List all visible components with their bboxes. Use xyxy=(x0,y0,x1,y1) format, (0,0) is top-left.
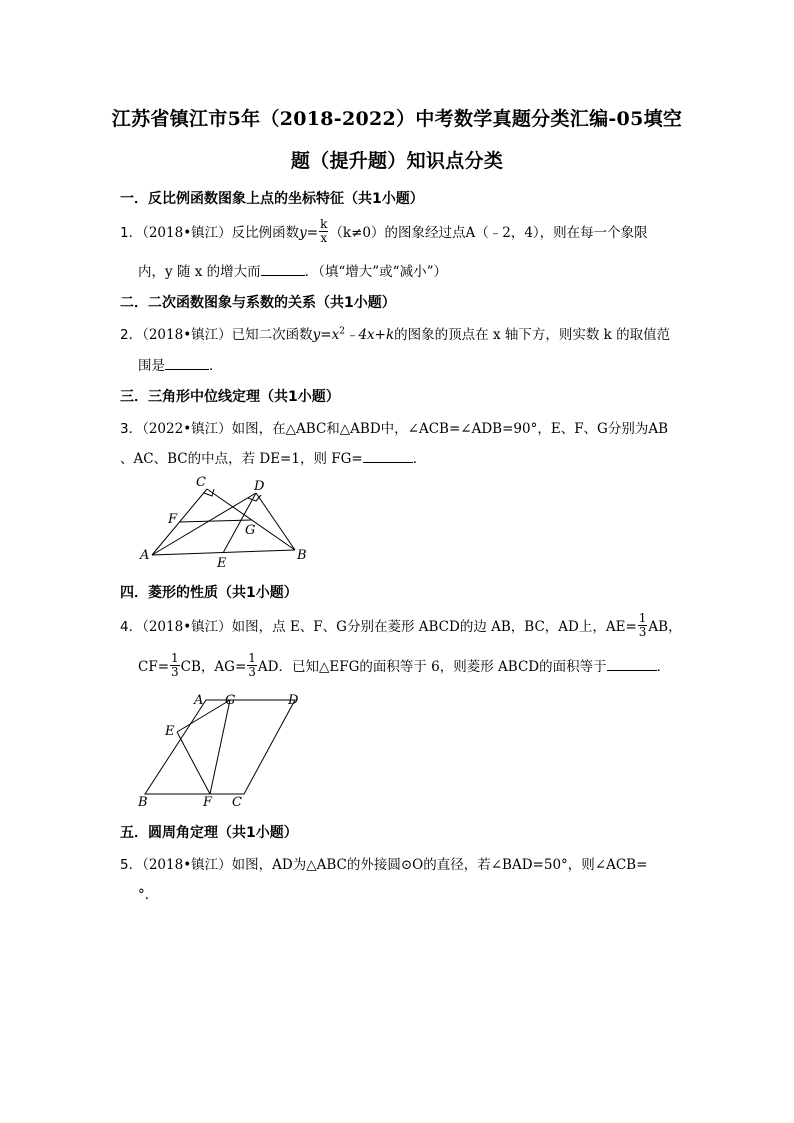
figure-4-rhombus xyxy=(130,688,310,812)
question-4-fraction-3 xyxy=(247,652,257,679)
question-4-line-1b: AB， xyxy=(648,619,682,635)
question-3-line-2 xyxy=(120,447,426,467)
fig3-label-B: B xyxy=(297,548,307,563)
doc-title-line-2: 题（提升题）知识点分类 xyxy=(290,150,504,172)
question-2-line-2a: 围是 xyxy=(138,358,165,374)
question-5-line-1 xyxy=(120,853,647,873)
answer-blank-2[interactable] xyxy=(165,357,209,370)
question-4-line-2b: CB，AG= xyxy=(180,659,247,675)
fig4-label-F: F xyxy=(203,795,213,810)
fraction-denominator: 3 xyxy=(248,665,256,679)
answer-blank-4[interactable] xyxy=(607,658,657,671)
question-2-rest: 的图象的顶点在 x 轴下方，则实数 k 的取值范 xyxy=(394,327,671,343)
question-2-source: （2018•镇江）已知二次函数 xyxy=(142,327,313,343)
question-1-condition: （k≠0）的图象经过点 xyxy=(329,225,466,241)
question-3-line-1-text: （2022•镇江）如图，在△ABC和△ABD中，∠ACB=∠ADB=90°，E、F、G分别为AB xyxy=(142,421,669,437)
question-5-number: 5． xyxy=(120,857,143,873)
fig3-label-F: F xyxy=(168,512,178,527)
fig3-label-E: E xyxy=(217,556,227,570)
figure-3-triangles xyxy=(130,470,320,570)
fraction-numerator: 1 xyxy=(171,651,179,665)
question-2-line-1 xyxy=(120,323,670,343)
question-4-fraction-1 xyxy=(638,612,648,639)
fraction-denominator: x xyxy=(320,231,328,245)
fig3-label-G: G xyxy=(245,523,256,538)
question-2-func-b: ﹣4x+k xyxy=(344,327,395,343)
fraction-denominator: 3 xyxy=(171,665,179,679)
question-5-line-2 xyxy=(138,883,158,903)
question-1-fraction xyxy=(319,218,328,245)
question-1-source: （2018•镇江）反比例函数 xyxy=(142,225,300,241)
section-2-heading: 二．二次函数图象与系数的关系（共1小题） xyxy=(120,295,396,311)
question-1-line-1 xyxy=(120,217,648,247)
answer-blank-3[interactable] xyxy=(363,450,413,463)
question-2-line-2 xyxy=(138,354,223,374)
question-1-line-2b: y 随 x 的增大而 xyxy=(165,264,261,280)
section-1-heading: 一．反比例函数图象上点的坐标特征（共1小题） xyxy=(120,191,424,207)
question-3-number: 3． xyxy=(120,421,143,437)
question-4-line-2c: AD．已知△EFG的面积等于 6，则菱形 ABCD的面积等于 xyxy=(257,659,607,675)
answer-blank-1[interactable] xyxy=(261,263,305,276)
question-2-number: 2． xyxy=(120,327,143,343)
question-5-line-2-text: °． xyxy=(138,887,159,903)
question-1-line-2a: 内， xyxy=(138,264,165,280)
section-5-heading: 五．圆周角定理（共1小题） xyxy=(120,825,298,841)
fig3-label-C: C xyxy=(196,475,206,490)
question-1-point: A（﹣2，4），则在每一个象限 xyxy=(465,225,648,241)
fraction-numerator: 1 xyxy=(638,611,647,625)
question-2-func-a: y=x xyxy=(312,327,340,343)
question-4-line-1 xyxy=(120,611,682,641)
question-2-exponent: 2 xyxy=(339,326,345,337)
doc-title-line-1: 江苏省镇江市5年（2018-2022）中考数学真题分类汇编-05填空 xyxy=(111,108,683,130)
question-3-line-1 xyxy=(120,417,668,437)
question-4-line-2 xyxy=(138,651,671,681)
fig4-label-C: C xyxy=(232,795,242,810)
question-4-fraction-2 xyxy=(170,652,180,679)
fig4-label-E: E xyxy=(165,724,175,739)
section-4-heading: 四．菱形的性质（共1小题） xyxy=(120,585,298,601)
fraction-numerator: 1 xyxy=(248,651,256,665)
question-3-line-2a: 、AC、BC的中点，若 DE=1，则 FG= xyxy=(120,451,363,467)
question-1-y-eq: y= xyxy=(299,225,319,241)
fig4-label-D: D xyxy=(288,693,299,708)
question-1-number: 1． xyxy=(120,225,143,241)
question-5-line-1-text: （2018•镇江）如图，AD为△ABC的外接圆⊙O的直径，若∠BAD=50°，则∠ACB= xyxy=(142,857,648,873)
question-4-line-1a: （2018•镇江）如图，点 E、F、G分别在菱形 ABCD的边 AB，BC，AD上，AE= xyxy=(142,619,637,635)
fig3-label-D: D xyxy=(254,479,265,494)
question-3-line-2b: ． xyxy=(412,451,427,467)
fraction-denominator: 3 xyxy=(638,625,647,639)
question-1-line-2 xyxy=(138,260,447,280)
fig4-label-B: B xyxy=(138,795,148,810)
fig4-label-A: A xyxy=(194,693,204,708)
section-3-heading: 三．三角形中位线定理（共1小题） xyxy=(120,389,340,405)
fig3-label-A: A xyxy=(140,548,150,563)
question-4-line-2d: ． xyxy=(656,659,671,675)
question-2-line-2b: ． xyxy=(209,358,223,374)
question-4-line-2a: CF= xyxy=(138,659,170,675)
question-4-number: 4． xyxy=(120,619,143,635)
question-1-line-2c: ．（填“增大”或“减小”） xyxy=(304,264,447,280)
fig4-label-G: G xyxy=(225,693,236,708)
fraction-numerator: k xyxy=(320,217,328,231)
